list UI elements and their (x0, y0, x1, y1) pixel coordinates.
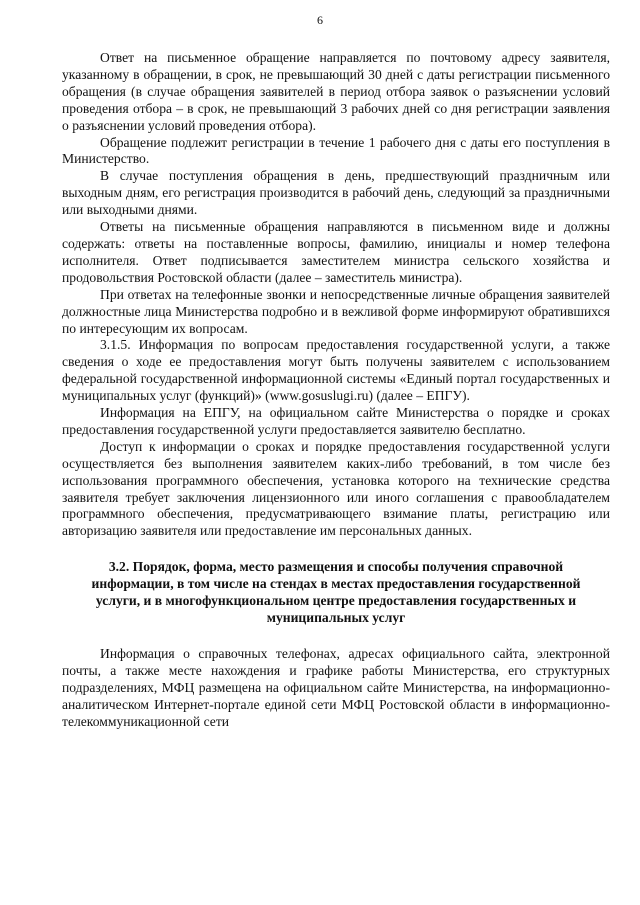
paragraph-reference-info: Информация о справочных телефонах, адресах официального сайта, электронной почты, а также месте нахождения и графике работы Министерства, его структурных подразделениях, МФЦ размещена на официальном сайте Министерства, на информационно-аналитическом Интернет-портале единой сети МФЦ Ростовской области в информационно-телекоммуникационной сети (62, 645, 610, 729)
paragraph-registration-term: Обращение подлежит регистрации в течение 1 рабочего дня с даты его поступления в Министерство. (62, 134, 610, 167)
paragraph-holiday-registration: В случае поступления обращения в день, предшествующий праздничным или выходным дням, его регистрация производится в рабочий день, следующий за праздничными или выходными днями. (62, 168, 610, 218)
paragraph-written-reply: Ответ на письменное обращение направляется по почтовому адресу заявителя, указанному в обращении, в срок, не превышающий 30 дней с даты регистрации письменного обращения (в случае обращения заявителей в период отбора заявок о разъяснении условий проведения отбора – в срок, не превышающий 3 рабочих дней со дня регистрации заявления о разъяснении условий проведения отбора). (62, 50, 610, 133)
document-body (62, 50, 610, 730)
page-number: 6 (317, 13, 323, 27)
paragraph-epgu-info: Информация на ЕПГУ, на официальном сайте Министерства о порядке и сроках предоставления государственной услуги предоставляется заявителю бесплатно. (62, 405, 610, 437)
paragraph-reply-content: Ответы на письменные обращения направляются в письменном виде и должны содержать: ответы на поставленные вопросы, фамилию, инициалы и номер телефона исполнителя. Ответ подписывается заместителем министра сельского хозяйства и продовольствия Ростовской области (далее – заместитель министра). (62, 219, 610, 285)
paragraph-3-1-5: 3.1.5. Информация по вопросам предоставления государственной услуги, а также сведения о ходе ее предоставления могут быть получены заявителем с использованием федеральной государственной информационной системы «Единый портал государственных и муниципальных услуг (функций)» (www.gosuslugi.ru) (далее – ЕПГУ). (62, 337, 610, 404)
paragraph-access-info: Доступ к информации о сроках и порядке предоставления государственной услуги осуществляется без выполнения заявителем каких-либо требований, в том числе без использования программного обеспечения, установка которого на технические средства заявителя требует заключения лицензионного или иного соглашения с правообладателем программного обеспечения, предусматривающего взимание платы, регистрацию или авторизацию заявителя или предоставление им персональных данных. (62, 438, 610, 539)
paragraph-phone-answers: При ответах на телефонные звонки и непосредственные личные обращения заявителей должностные лица Министерства подробно и в вежливой форме информируют обратившихся по интересующим их вопросам. (62, 286, 610, 336)
section-heading-3-2: 3.2. Порядок, форма, место размещения и способы получения справочной информации, в том числе на стендах в местах предоставления государственной услуги, и в многофункциональном центре предоставления государственных и муниципальных услуг (91, 559, 581, 625)
